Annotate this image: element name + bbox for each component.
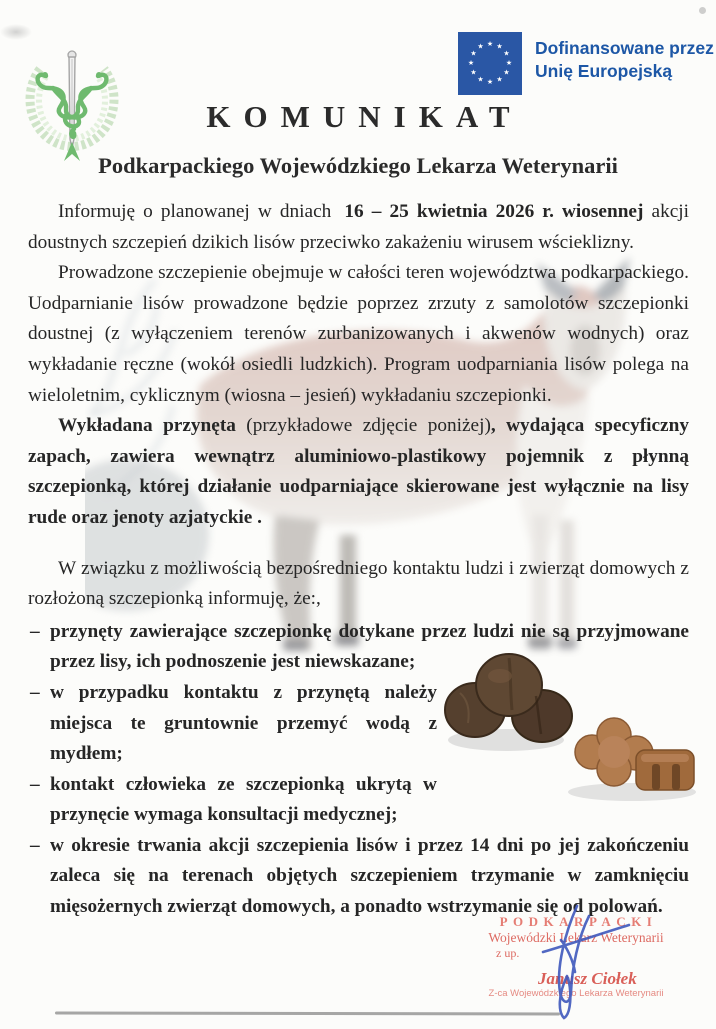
svg-text:★: ★ xyxy=(503,68,510,77)
bullet-dash: – xyxy=(30,681,40,703)
document-body xyxy=(28,197,689,923)
svg-text:★: ★ xyxy=(496,42,503,51)
stamp-office: Wojewódzki Lekarz Weterynarii xyxy=(488,929,664,945)
list-item-text: w okresie trwania akcji szczepienia lisów i przez 14 dni po jej zakończeniu zaleca się na terenach objętych szczepieniem trzymanie w zamknięciu mięsożernych zwierząt domowych, a ponadto wstrzymanie się od polowań. xyxy=(50,834,689,918)
page-subtitle: Podkarpackiego Wojewódzkiego Lekarza Weterynarii xyxy=(98,153,618,178)
list-item xyxy=(28,617,689,678)
eu-funding-block xyxy=(458,32,714,95)
svg-text:★: ★ xyxy=(477,42,484,51)
svg-text:★: ★ xyxy=(486,40,494,48)
stamp-authorization: z up. xyxy=(496,945,520,960)
svg-text:★: ★ xyxy=(470,49,477,58)
svg-text:★: ★ xyxy=(477,75,484,84)
scan-bottom-line xyxy=(55,1011,560,1015)
scan-smudge xyxy=(0,24,32,40)
paragraph-bait xyxy=(28,411,689,533)
scan-dot xyxy=(699,7,706,14)
stamp-signer-name: Janusz Ciołek xyxy=(538,969,637,989)
paragraph-intro xyxy=(28,197,689,258)
p1-date-bold: 16 – 25 kwietnia 2026 r. wiosennej xyxy=(344,201,644,222)
eu-funding-text xyxy=(535,37,714,83)
svg-text:★: ★ xyxy=(467,59,475,67)
p3-bold-rest: , wydająca specyficzny zapach, zawiera wewnątrz aluminiowo-plastikowy pojemnik z płynną szczepionką, której działanie uodparniające skierowane jest wyłącznie na lisy rude oraz jenoty azjatyckie . xyxy=(28,415,689,528)
svg-text:★: ★ xyxy=(496,75,503,84)
svg-text:★: ★ xyxy=(503,49,510,58)
list-item-text: przynęty zawierające szczepionkę dotykane przez ludzi nie są przyjmowane przez lisy, ich podnoszenie jest niewskazane; xyxy=(50,620,689,673)
p1-post: akcji doustnych szczepień dzikich lisów przeciwko zakażeniu wirusem wścieklizny. xyxy=(28,201,689,253)
list-item-text: kontakt człowieka ze szczepionką ukrytą w przynęcie wymaga konsultacji medycznej; xyxy=(50,773,437,826)
eu-funding-line2: Unię Europejską xyxy=(535,61,673,81)
list-item-text: w przypadku kontaktu z przynętą należy miejsca te gruntownie przemyć wodą z mydłem; xyxy=(50,681,437,765)
paragraph-contact: W związku z możliwością bezpośredniego kontaktu ludzi i zwierząt domowych z rozłożoną szczepionką informuję, że:, xyxy=(28,557,689,610)
eu-flag-icon xyxy=(458,32,522,95)
eu-funding-line1: Dofinansowane przez xyxy=(535,38,714,58)
stamp-region: PODKARPACKI xyxy=(499,914,658,929)
p1-pre: Informuję o planowanej w dniach xyxy=(58,201,340,222)
bullet-dash: – xyxy=(30,773,40,795)
svg-text:★: ★ xyxy=(486,78,494,86)
notice-list xyxy=(28,617,689,923)
list-item xyxy=(28,770,689,831)
svg-text:★: ★ xyxy=(470,68,477,77)
p3-bold-lead: Wykładana przynęta xyxy=(58,415,236,437)
page-title: KOMUNIKAT xyxy=(206,99,523,134)
svg-text:★: ★ xyxy=(505,59,513,67)
bullet-dash: – xyxy=(30,620,40,642)
signature-icon xyxy=(515,900,645,1022)
bullet-dash: – xyxy=(30,834,40,856)
list-item xyxy=(28,678,689,770)
stamp-signer-title: Z-ca Wojewódzkiego Lekarza Weterynarii xyxy=(488,988,664,1000)
p3-normal: (przykładowe zdjęcie poniżej) xyxy=(235,415,491,437)
paragraph-program: Prowadzone szczepienie obejmuje w całości teren województwa podkarpackiego. Uodparnianie lisów prowadzone będzie poprzez zrzuty z samolotów szczepionki doustnej (z wyłączeniem terenów zurbanizowanych i akwenów wodnych) oraz wykładanie ręczne (wokół osiedli ludzkich). Program uodparniania lisów polega na wieloletnim, cyklicznym (wiosna – jesień) wykładaniu szczepionki. xyxy=(28,262,689,406)
